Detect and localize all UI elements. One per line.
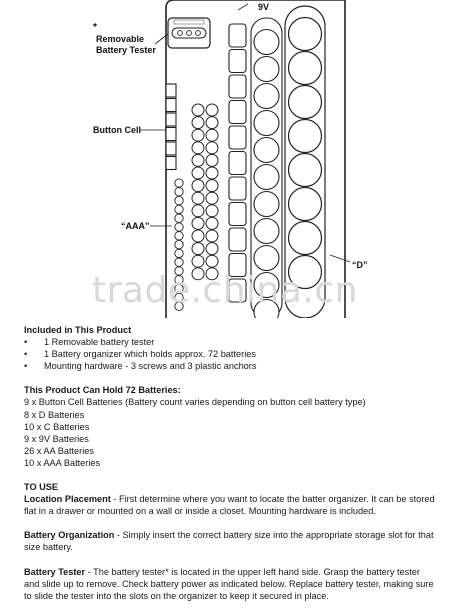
included-item-text: Mounting hardware - 3 screws and 3 plastic anchors [44,361,257,372]
aa-slot [206,142,218,154]
aa-slot [192,142,204,154]
aa-slot [192,167,204,179]
aa-slot [206,243,218,255]
d-leader [330,255,350,262]
aa-slot [206,255,218,267]
tester-lead: Battery Tester [24,566,86,577]
label-d: “D” [352,260,368,270]
aa-slot [206,180,218,192]
aa-slot [206,117,218,129]
c-slot [254,246,279,271]
aa-slot [192,230,204,242]
bullet: • [24,361,28,372]
organization-lead: Battery Organization [24,530,115,541]
button-cell-slot [166,157,176,170]
aa-slot [206,230,218,242]
aa-slot [206,192,218,204]
included-item-text: 1 Battery organizer which holds approx. 72 batteries [44,349,256,360]
aa-slot [192,104,204,116]
tester-switch [172,28,206,38]
bullet: • [24,349,28,360]
d-slot [289,154,322,187]
watermark-text: trade.china.cn [92,270,358,311]
aaa-slot [175,196,183,204]
included-heading: Included in This Product [24,325,132,335]
label-9v: 9V [258,2,270,12]
aa-slots [192,104,218,280]
tester-paragraph [24,566,436,602]
d-slot [289,222,322,255]
button-cell-slot [166,84,176,97]
nine-v-slot [229,24,246,47]
aa-slot [206,167,218,179]
nine-v-slot [229,177,246,200]
product-description [24,324,436,602]
nine-v-slot [229,228,246,251]
nine-v-slot [229,101,246,124]
aa-slot [206,217,218,229]
capacity-item: 26 x AA Batteries [24,445,94,456]
asterisk-mark: * [93,22,97,33]
aa-slot [192,192,204,204]
aaa-slot [175,188,183,196]
included-item [24,336,436,348]
aaa-slot [175,205,183,213]
aaa-slot [175,249,183,257]
aa-slot [192,117,204,129]
aa-slot [192,154,204,166]
to-use-heading: TO USE [24,482,59,493]
nine-v-slots [229,24,246,302]
nine-v-slot [229,126,246,149]
d-slot [289,86,322,119]
c-slot [254,219,279,244]
c-slot [254,57,279,82]
organization-paragraph [24,529,436,553]
aa-slot [192,129,204,141]
nine-v-slot [229,50,246,73]
d-slot [289,120,322,153]
c-slot [254,192,279,217]
bullet: • [24,337,28,348]
capacity-item: 9 x Button Cell Batteries (Battery count varies depending on button cell battery type) [24,397,366,408]
included-item [24,348,436,360]
aa-slot [192,205,204,217]
c-slot [254,138,279,163]
d-slot [289,188,322,221]
button-cell-slot [166,99,176,112]
aaa-slot [175,179,183,187]
capacity-heading: This Product Can Hold 72 Batteries: [24,385,181,396]
button-cell-slot [166,113,176,126]
nine-v-slot [229,75,246,98]
label-tester-line2: Battery Tester [96,45,156,55]
c-slot [254,111,279,136]
aaa-slot [175,240,183,248]
button-cell-slots [166,84,176,170]
organization-text: - Simply insert the correct battery size into the appropriate storage slot for that size battery. [24,530,434,553]
c-slot [254,165,279,190]
nine-v-slot [229,203,246,226]
aa-slot [206,154,218,166]
capacity-item: 9 x 9V Batteries [24,433,89,444]
aa-slot [206,104,218,116]
c-slot [254,30,279,55]
placement-paragraph [24,493,436,517]
capacity-item: 10 x C Batteries [24,421,90,432]
aaa-slot [175,232,183,240]
included-item [24,360,436,372]
label-aaa: “AAA” [121,221,150,231]
d-slot [289,18,322,51]
included-item-text: 1 Removable battery tester [44,337,155,348]
d-slot [289,52,322,85]
nine-v-leader [238,4,248,10]
placement-lead: Location Placement [24,494,111,505]
aa-slot [192,243,204,255]
button-cell-slot [166,128,176,141]
nine-v-slot [229,152,246,175]
aa-slot [192,255,204,267]
aaa-slot [175,214,183,222]
aaa-slot [175,223,183,231]
placement-text: - First determine where you want to locate the batter organizer. It can be stored flat in a drawer or mounted on a wall or inside a closet. Mounting hardware is included. [24,494,435,517]
capacity-item: 8 x D Batteries [24,409,85,420]
tester-text: - The battery tester* is located in the upper left hand side. Grasp the battery tester and slide up to remove. Check battery power as indicated below. Replace battery tester, making sure to slide the tester into the slots on the organizer to keep it secured in place. [24,566,434,601]
button-cell-slot [166,142,176,155]
label-tester-line1: Removable [96,34,145,44]
label-button-cell: Button Cell [93,125,141,135]
aa-slot [192,180,204,192]
aa-slot [192,217,204,229]
aaa-slot [175,258,183,266]
aa-slot [206,205,218,217]
capacity-item: 10 x AAA Batteries [24,457,101,468]
c-slot [254,84,279,109]
aa-slot [206,129,218,141]
